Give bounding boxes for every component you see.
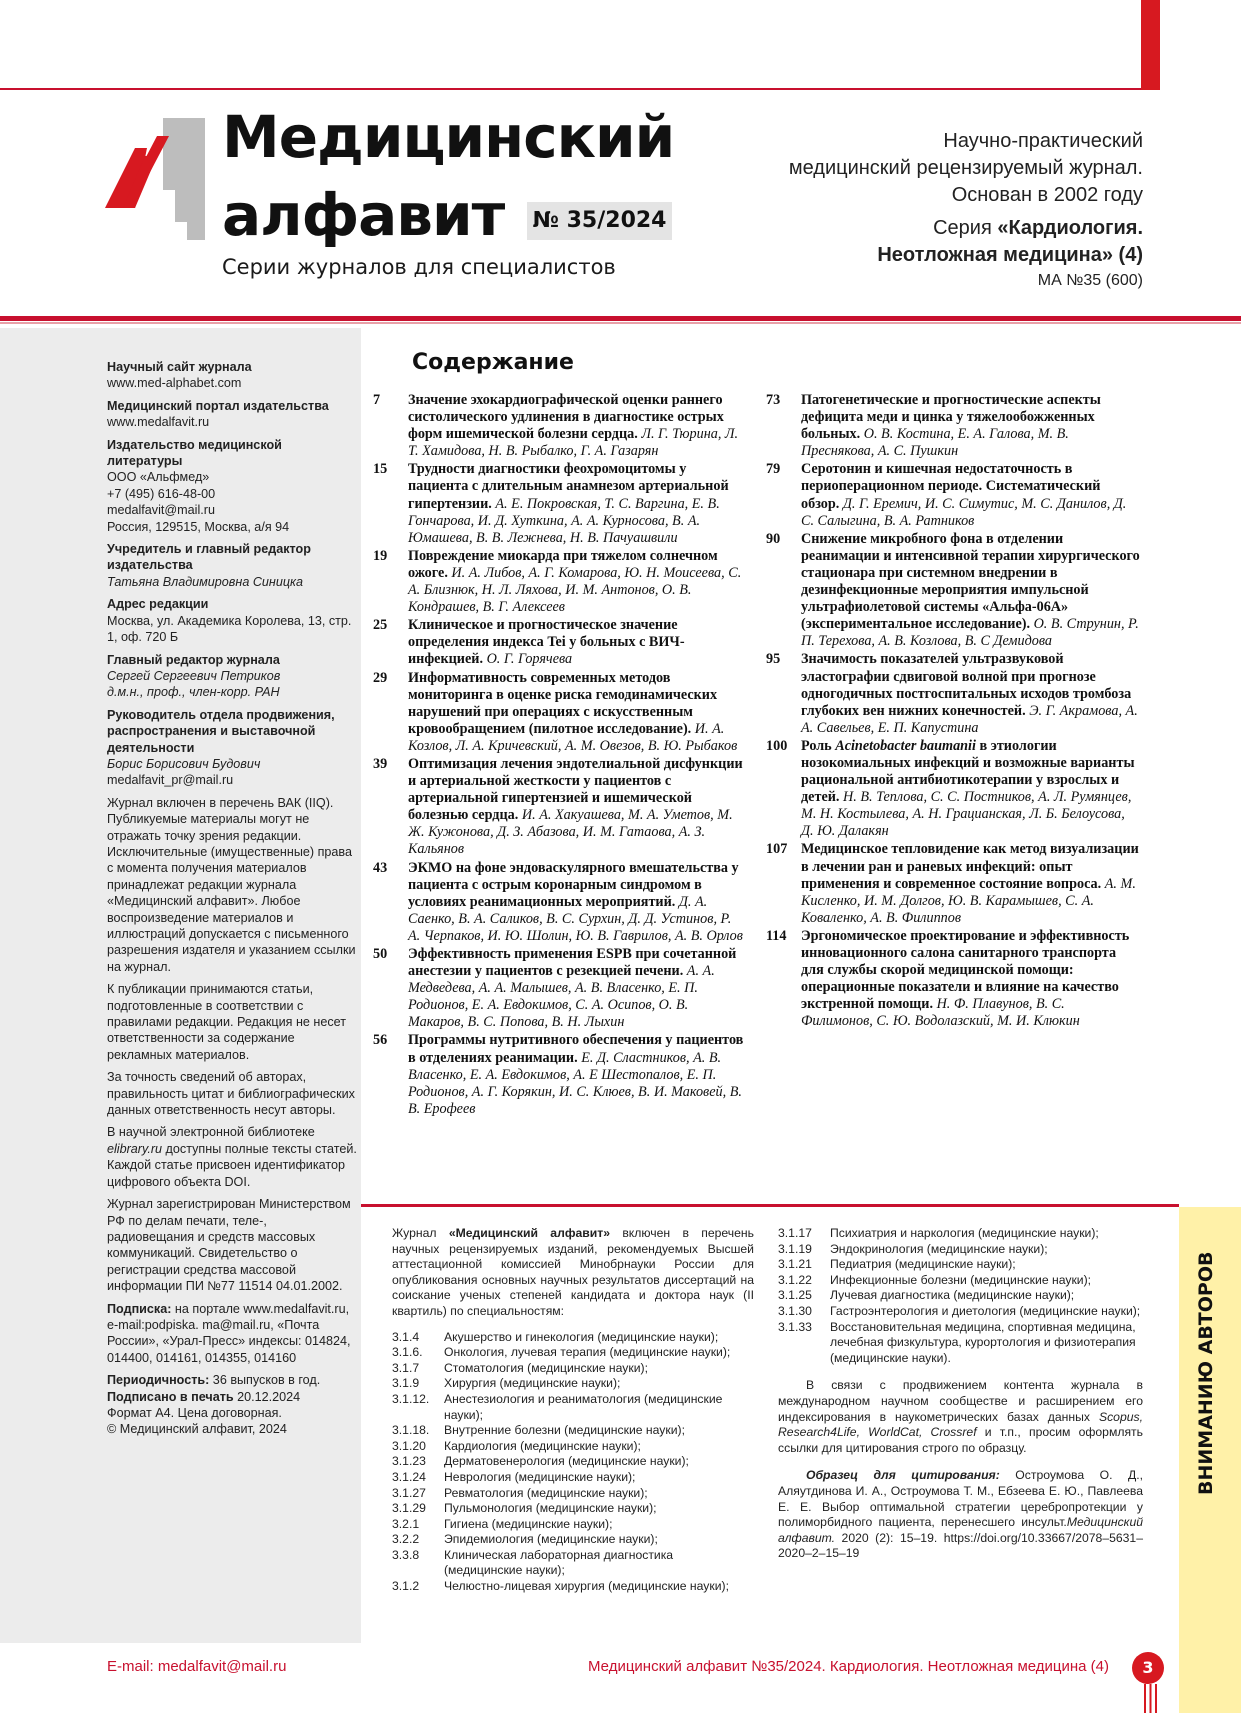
series-prefix: Серия <box>933 217 998 239</box>
specialty-item: 3.1.29 Пульмонология (медицинские науки); <box>392 1501 657 1516</box>
series-code: МА №35 (600) <box>1037 272 1143 289</box>
chief-name: Сергей Сергеевич Петриков <box>107 668 281 683</box>
toc-entry[interactable]: 50 Эффективность применения ESPB при сочетанной анестезии у пациентов с резекцией печени. А. А. Медведева, А. А. Малышев, А. В. Власенко, Е. П. Родионов, Е. А. Евдокимов, С. А. Осипов, О. В. Макаров, В. С. Попова, В. Н. Лыхин <box>373 946 737 1031</box>
specialty-item: 3.1.7 Стоматология (медицинские науки); <box>392 1360 648 1375</box>
imprint-paragraph: В научной электронной библиотеке elibrary.ru доступны полные тексты статей. Каждой статье присвоен идентификатор цифрового объекта DOI. <box>107 1125 357 1189</box>
head-email[interactable]: medalfavit_pr@mail.ru <box>107 773 234 788</box>
specialty-item: 3.1.4 Акушерство и гинекология (медицинские науки); <box>392 1329 719 1344</box>
toc-entry[interactable]: 56 Программы нутритивного обеспечения у пациентов в отделениях реанимации. Е. Д. Сластников, А. В. Власенко, Е. А. Евдокимов, А. Е Шестопалов, Е. П. Родионов, А. Г. Корякин, И. С. Клюев, В. И. Маковей, В. В. Ерофеев <box>373 1032 744 1117</box>
contents-heading: Содержание <box>412 350 574 375</box>
chief-label: Главный редактор журнала <box>107 652 280 667</box>
imprint-paragraph: Журнал зарегистрирован Министерством РФ по делам печати, теле-, радиовещания и средств массовых коммуникаций. Свидетельство о регистрации средства массовой информации ПИ №77 11514 04.01.2002. <box>107 1197 351 1294</box>
specialty-item: 3.1.21 Педиатрия (медицинские науки); <box>778 1257 1016 1272</box>
specialty-item: 3.1.25 Лучевая диагностика (медицинские науки); <box>778 1288 1075 1303</box>
authors-notice <box>778 1226 1143 1562</box>
journal-title-line1: Медицинский <box>222 103 675 171</box>
page-marker-lines <box>1141 1684 1160 1713</box>
specialty-item: 3.1.23 Дерматовенерология (медицинские науки); <box>392 1454 689 1469</box>
founder-name: Татьяна Владимировна Синицка <box>107 574 304 589</box>
header-line: Основан в 2002 году <box>951 184 1143 206</box>
subscription-info: Подписка: на портале www.medalfavit.ru, e-mail:podpiska. ma@mail.ru, «Почта России», «Урал-Пресс» индексы: 014824, 014400, 014161, 014355, 014160 <box>107 1301 351 1365</box>
toc-left-column <box>373 392 745 1119</box>
footer-journal: Медицинский алфавит №35/2024. Кардиология. Неотложная медицина (4) <box>588 1658 1109 1675</box>
specialty-item: 3.2.1 Гигиена (медицинские науки); <box>392 1516 613 1531</box>
toc-entry[interactable]: 100 Роль Acinetobacter baumanii в этиологии нозокомиальных инфекций и возможные варианты рациональной антибиотикотерапии у взрослых и детей. Н. В. Теплова, С. С. Постников, А. Л. Румянцев, М. Н. Костылева, А. Н. Грацианская, Л. Б. Белоусова, Д. Ю. Далакян <box>766 737 1135 840</box>
specialty-item: 3.1.24 Неврология (медицинские науки); <box>392 1469 636 1484</box>
format-info: Формат А4. Цена договорная. <box>107 1405 282 1420</box>
header-line: медицинский рецензируемый журнал. <box>788 157 1143 179</box>
series-name: «Кардиология. <box>997 217 1143 239</box>
header-info <box>789 128 1143 293</box>
section-divider <box>361 1204 1179 1207</box>
specialty-item: 3.1.30 Гастроэнтерология и диетология (медицинские науки); <box>778 1303 1141 1318</box>
publisher-email[interactable]: medalfavit@mail.ru <box>107 503 215 518</box>
specialty-item: 3.1.27 Ревматология (медицинские науки); <box>392 1485 648 1500</box>
header-divider <box>0 316 1241 321</box>
toc-entry[interactable]: 15 Трудности диагностики феохромоцитомы у пациента с длительным анамнезом артериальной гипертензии. А. Е. Покровская, Т. С. Варгина, Е. В. Гончарова, И. Д. Хуткина, А. А. Курносова, В. А. Юмашева, В. В. Лежнева, Н. В. Пачуашвили <box>373 461 729 546</box>
specialty-item: 3.1.2 Челюстно-лицевая хирургия (медицинские науки); <box>392 1579 729 1594</box>
specialty-item: 3.1.33 Восстановительная медицина, спортивная медицина, лечебная физкультура, курортология и физиотерапия (медицинские науки). <box>778 1319 1136 1365</box>
toc-entry[interactable]: 114 Эргономическое проектирование и эффективность инновационного салона санитарного транспорта для службы скорой медицинской помощи: операционные показатели и влияние на качество экстренной помощи. Н. Ф. Плавунов, В. С. Филимонов, С. Ю. Водолазский, М. И. Клюкин <box>766 927 1130 1030</box>
head-name: Борис Борисович Будович <box>107 756 261 771</box>
specialty-item: 3.1.6. Онкология, лучевая терапия (медицинские науки); <box>392 1345 731 1360</box>
publisher-phone: +7 (495) 616-48-00 <box>107 486 216 501</box>
series-name-cont: Неотложная медицина» (4) <box>877 244 1143 266</box>
publisher-name: ООО «Альфмед» <box>107 470 210 485</box>
toc-entry[interactable]: 95 Значимость показателей ультразвуковой эластографии сдвиговой волной при прогнозе одногодичных постгоспитальных исходов тромбоза глубоких вен нижних конечностей. Э. Г. Акрамова, А. А. Савельев, Е. П. Капустина <box>766 651 1138 736</box>
attention-label <box>1195 1385 1225 1495</box>
specialty-item: 3.1.22 Инфекционные болезни (медицинские науки); <box>778 1272 1092 1287</box>
vak-notice <box>392 1226 754 1595</box>
site-label: Научный сайт журнала <box>107 360 252 374</box>
toc-entry[interactable]: 90 Снижение микробного фона в отделении реанимации и интенсивной терапии хирургического стационара при системном внедрении в дезинфекционные мероприятия импульсной ультрафиолетовой системы «Альфа-06А» (экспериментальное исследование). О. В. Струнин, Р. П. Терехова, А. В. Козлова, В. С Демидова <box>766 530 1140 650</box>
toc-entry[interactable]: 7 Значение эхокардиографической оценки раннего систолического удлинения в диагностике острых форм ишемической болезни сердца. Л. Г. Тюрина, Л. Т. Хамидова, Н. В. Рыбалко, Г. А. Газарян <box>373 392 739 460</box>
citation-sample: Образец для цитирования: Остроумова О. Д., Аляутдинова И. А., Остроумова Т. М., Ебзеева Е. Ю., Павлеева Е. Е. Выбор оптимальной стратегии церебропротекции у полиморбидного пациента, перенесшего инсульт.Медицинский алфавит. 2020 (2): 15–19. https://doi.org/10.33667/2078–5631–2020–2–15–19 <box>778 1468 1144 1561</box>
page-number: 3 <box>1132 1652 1164 1684</box>
publisher-label: Издательство медицинской литературы <box>107 437 282 469</box>
header-divider-thin <box>0 322 1241 324</box>
issue-badge: № 35/2024 <box>527 202 672 240</box>
vak-intro: Журнал «Медицинский алфавит» включен в перечень научных рецензируемых изданий, рекомендуемых Высшей аттестационной комиссией Минобрнауки России для опубликования основных научных результатов диссертаций на соискание ученых степеней кандидата и доктора наук (II квартиль) по специальностям: <box>392 1226 755 1318</box>
footer-email[interactable]: E-mail: medalfavit@mail.ru <box>107 1658 287 1675</box>
imprint-paragraph: К публикации принимаются статьи, подготовленные в соответствии с правилами редакции. Редакция не несет ответственности за содержание рекламных материалов. <box>107 982 347 1062</box>
toc-entry[interactable]: 107 Медицинское тепловидение как метод визуализации в лечении ран и раневых инфекций: опыт применения и современное состояние вопроса. А. М. Кисленко, И. М. Долгов, Ю. В. Карамышев, С. А. Коваленко, А. В. Филиппов <box>766 841 1139 926</box>
chief-title: д.м.н., проф., член-корр. РАН <box>107 685 280 700</box>
specialty-item: 3.1.19 Эндокринология (медицинские науки); <box>778 1241 1048 1256</box>
citation-promo: В связи с продвижением контента журнала в международном научном сообществе и расширением его индексирования в наукометрических базах данных Scopus, Research4Life, WorldCat, Crossref и т.п., просим оформлять ссылки для цитирования строго по образцу. <box>778 1378 1143 1455</box>
specialty-item: 3.1.18. Внутренние болезни (медицинские науки); <box>392 1423 685 1438</box>
portal-url[interactable]: www.medalfavit.ru <box>107 415 210 430</box>
specialty-item: 3.1.9 Хирургия (медицинские науки); <box>392 1376 621 1391</box>
founder-label: Учредитель и главный редактор издательства <box>107 542 311 573</box>
toc-entry[interactable]: 79 Серотонин и кишечная недостаточность в периоперационном периоде. Систематический обзор. Д. Г. Еремич, И. С. Симутис, М. С. Данилов, Д. С. Салыгина, В. А. Ратников <box>766 461 1127 529</box>
portal-label: Медицинский портал издательства <box>107 398 329 413</box>
toc-entry[interactable]: 43 ЭКМО на фоне эндоваскулярного вмешательства у пациента с острым коронарным синдромом в условиях реанимационных мероприятий. Д. А. Саенко, В. А. Саликов, В. С. Сурхин, Д. Д. Устинов, Р. А. Черпаков, И. Ю. Шолин, Ю. В. Гаврилов, А. В. Орлов <box>373 859 743 944</box>
periodicity: Периодичность: 36 выпусков в год. <box>107 1373 321 1388</box>
editorial-address: Москва, ул. Академика Королева, 13, стр. 1, оф. 720 Б <box>107 613 352 645</box>
head-label: Руководитель отдела продвижения, распространения и выставочной деятельности <box>107 707 335 755</box>
header-line: Научно-практический <box>943 130 1143 152</box>
editorial-label: Адрес редакции <box>107 597 209 612</box>
specialty-item: 3.1.20 Кардиология (медицинские науки); <box>392 1438 641 1453</box>
toc-entry[interactable]: 25 Клиническое и прогностическое значение определения индекса Tei у больных с ВИЧ-инфекцией. О. Г. Горячева <box>373 617 685 668</box>
site-url[interactable]: www.med-alphabet.com <box>107 376 242 391</box>
publisher-address: Россия, 129515, Москва, а/я 94 <box>107 519 290 534</box>
top-accent-bar <box>1141 0 1160 90</box>
toc-entry[interactable]: 73 Патогенетические и прогностические аспекты дефицита меди и цинка у тяжелообожженных больных. О. В. Костина, Е. А. Галова, М. В. Преснякова, А. С. Пушкин <box>766 392 1101 460</box>
imprint-content <box>107 359 357 1438</box>
top-rule <box>0 88 1160 90</box>
signed-date: Подписано в печать 20.12.2024 <box>107 1389 301 1404</box>
toc-entry[interactable]: 39 Оптимизация лечения эндотелиальной дисфункции и артериальной жесткости у пациентов с артериальной гипертензией и ишемической болезнью сердца. И. А. Хакуашева, М. А. Уметов, М. Ж. Кужонова, Д. З. Абазова, И. М. Гатаова, А. З. Кальянов <box>373 755 743 858</box>
specialty-item: 3.1.17 Психиатрия и наркология (медицинские науки); <box>778 1226 1099 1240</box>
series-line <box>789 215 1143 242</box>
specialty-item: 3.1.12. Анестезиология и реаниматология (медицинские науки); <box>392 1391 723 1422</box>
imprint-paragraph: Журнал включен в перечень ВАК (IIQ). Публикуемые материалы могут не отражать точку зрения редакции. Исключительные (имущественные) права с момента получения материалов принадлежат редакции журнала «Медицинский алфавит». Любое воспроизведение материалов и иллюстраций допускается с письменного разрешения издателя и указанием ссылки на журнал. <box>107 795 356 974</box>
logo-mark <box>105 118 205 240</box>
elibrary-link[interactable]: elibrary.ru <box>107 1141 163 1156</box>
journal-title-line2: алфавит <box>222 181 505 249</box>
specialty-item: 3.2.2 Эпидемиология (медицинские науки); <box>392 1532 658 1547</box>
specialty-item: 3.3.8 Клиническая лабораторная диагностика (медицинские науки); <box>392 1547 674 1578</box>
toc-entry[interactable]: 19 Повреждение миокарда при тяжелом солнечном ожоге. И. А. Либов, А. Г. Комарова, Ю. Н. Моисеева, С. А. Близнюк, Н. Л. Ляхова, И. М. Антонов, О. В. Кондрашев, В. Г. Алексеев <box>373 547 742 616</box>
toc-right-column <box>766 392 1140 1031</box>
copyright: © Медицинский алфавит, 2024 <box>107 1422 287 1437</box>
toc-entry[interactable]: 29 Информативность современных методов мониторинга в оценке риска гемодинамических нарушений при операциях с искусственным кровообращением (пилотное исследование). И. А. Козлов, Л. А. Кричевский, А. М. Овезов, В. Ю. Рыбаков <box>373 669 738 754</box>
series-tagline: Серии журналов для специалистов <box>222 255 616 279</box>
imprint-paragraph: За точность сведений об авторах, правильность цитат и библиографических данных ответственность несут авторы. <box>107 1070 355 1118</box>
